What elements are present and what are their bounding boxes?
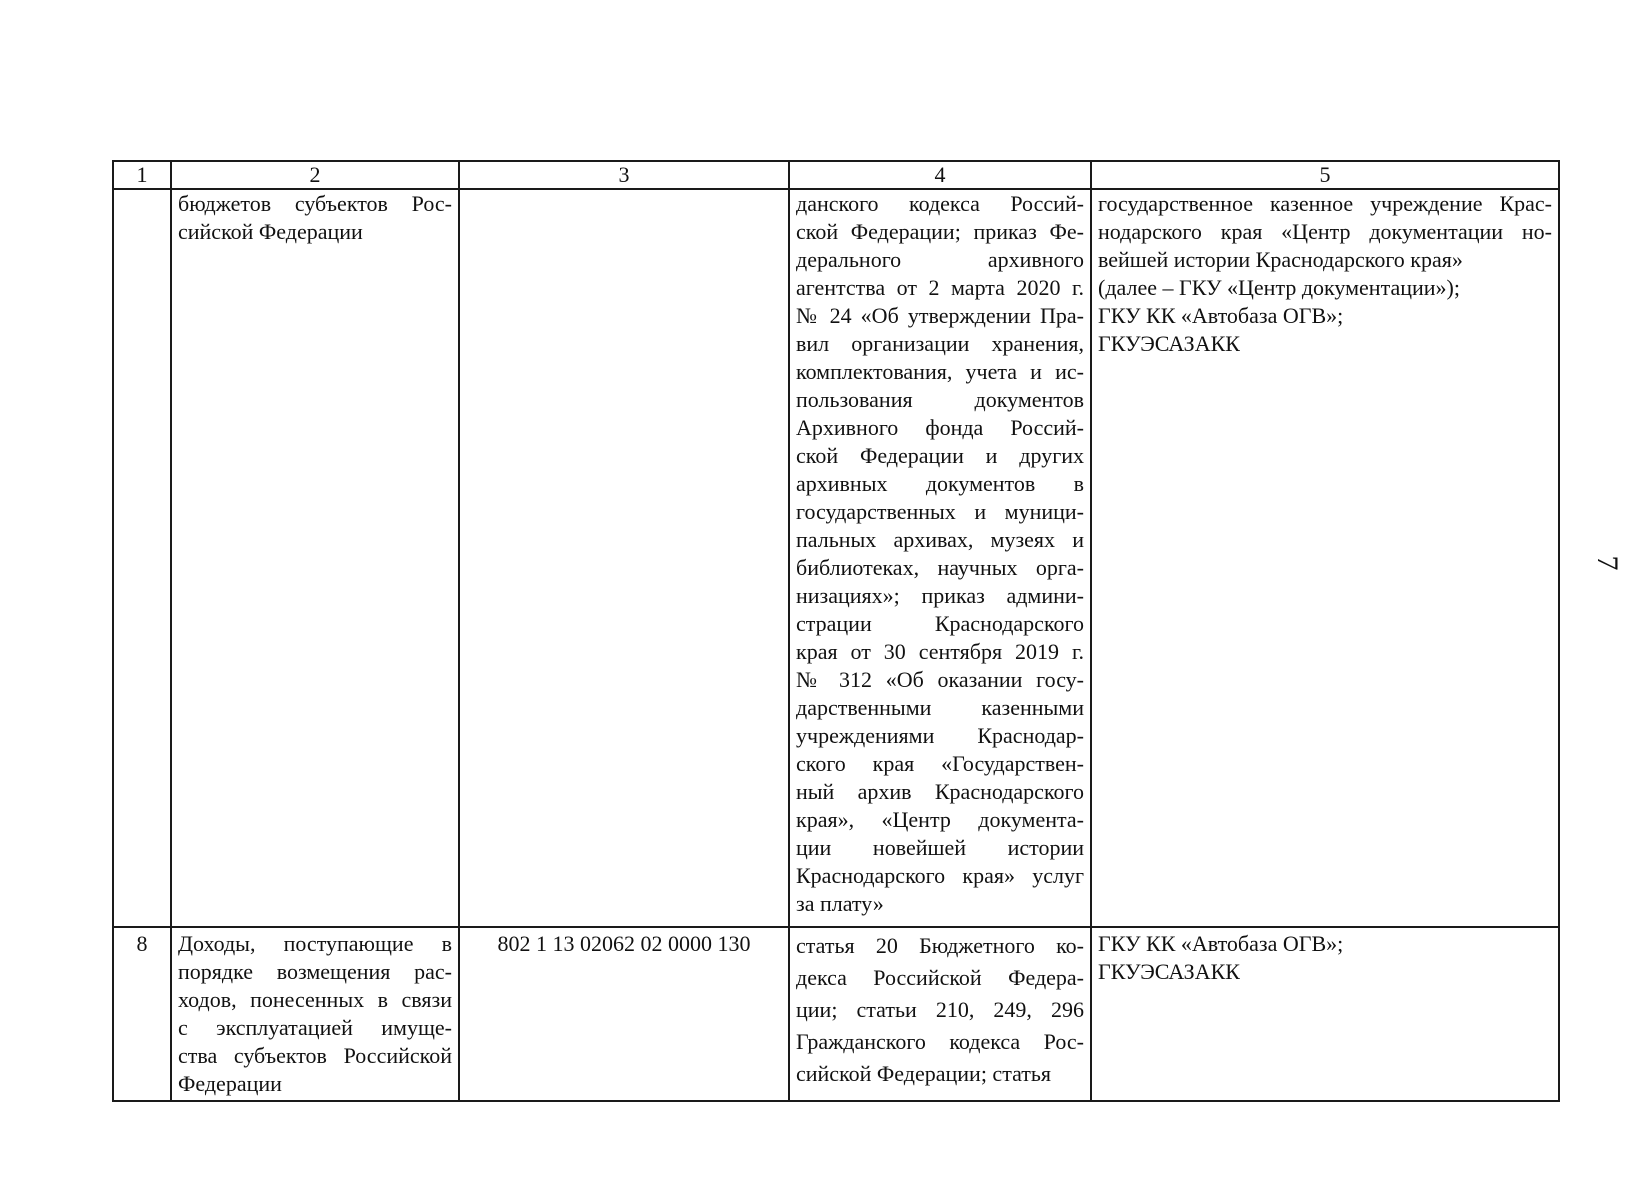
text-line: ского края «Государствен- — [796, 751, 1084, 776]
header-col-2: 2 — [171, 161, 459, 189]
text-line: архивных документов в — [796, 471, 1084, 496]
text-line: бюджетов субъектов Рос- — [178, 191, 452, 216]
page-number: 7 — [1591, 555, 1624, 571]
text-line: сийской Федерации — [178, 219, 363, 244]
text-line: № 24 «Об утверждении Пра- — [796, 303, 1084, 328]
text-line: Федерации — [178, 1071, 282, 1096]
text-line: края от 30 сентября 2019 г. — [796, 639, 1084, 664]
text-line: (далее – ГКУ «Центр документации»); — [1098, 275, 1460, 300]
text-line: данского кодекса Россий- — [796, 191, 1084, 216]
revenue-code-cell — [459, 189, 789, 927]
text-line: низациях»; приказ админи- — [796, 583, 1084, 608]
text-line: страции Краснодарского — [796, 611, 1084, 636]
text-line: Краснодарского края» услуг — [796, 863, 1084, 888]
text-line: статья 20 Бюджетного ко- — [796, 933, 1084, 958]
legal-basis-text — [796, 190, 1084, 918]
text-line: дерального архивного — [796, 247, 1084, 272]
row-number-cell — [113, 189, 171, 927]
text-line: порядке возмещения рас- — [178, 959, 452, 984]
text-line: ГКУ КК «Автобаза ОГВ»; — [1098, 303, 1344, 328]
text-line: за плату» — [796, 891, 884, 916]
text-line: декса Российской Федера- — [796, 965, 1084, 990]
text-line: вил организации хранения, — [796, 331, 1084, 356]
legal-basis-text — [796, 930, 1084, 1090]
text-line: ской Федерации и других — [796, 443, 1084, 468]
text-line: комплектования, учета и ис- — [796, 359, 1084, 384]
revenue-name-text — [178, 190, 452, 246]
text-line: № 312 «Об оказании госу- — [796, 667, 1084, 692]
revenue-table — [112, 160, 1560, 1102]
text-line: края», «Центр документа- — [796, 807, 1084, 832]
administrator-cell — [1091, 927, 1559, 1101]
text-line: ГКУЭСАЗАКК — [1098, 959, 1240, 984]
text-line: вейшей истории Краснодарского края» — [1098, 247, 1463, 272]
text-line: пользования документов — [796, 387, 1084, 412]
administrator-cell — [1091, 189, 1559, 927]
header-col-4: 4 — [789, 161, 1091, 189]
text-line: ный архив Краснодарского — [796, 779, 1084, 804]
header-col-5: 5 — [1091, 161, 1559, 189]
text-line: ГКУЭСАЗАКК — [1098, 331, 1240, 356]
text-line: Архивного фонда Россий- — [796, 415, 1084, 440]
text-line: сийской Федерации; статья — [796, 1061, 1052, 1086]
table-header-row — [113, 161, 1559, 189]
text-line: ГКУ КК «Автобаза ОГВ»; — [1098, 931, 1344, 956]
legal-basis-cell — [789, 189, 1091, 927]
text-line: Доходы, поступающие в — [178, 931, 452, 956]
text-line: с эксплуатацией имуще- — [178, 1015, 452, 1040]
header-col-3: 3 — [459, 161, 789, 189]
administrator-text — [1098, 930, 1552, 986]
revenue-code-cell: 802 1 13 02062 02 0000 130 — [459, 927, 789, 1101]
revenue-name-cell — [171, 927, 459, 1101]
text-line: ства субъектов Российской — [178, 1043, 452, 1068]
revenue-name-text — [178, 930, 452, 1098]
header-col-1: 1 — [113, 161, 171, 189]
text-line: нодарского края «Центр документации но- — [1098, 219, 1552, 244]
text-line: ходов, понесенных в связи — [178, 987, 452, 1012]
table-row — [113, 189, 1559, 927]
row-number-cell: 8 — [113, 927, 171, 1101]
text-line: государственное казенное учреждение Крас- — [1098, 191, 1552, 216]
text-line: ции новейшей истории — [796, 835, 1084, 860]
text-line: государственных и муници- — [796, 499, 1084, 524]
legal-basis-cell — [789, 927, 1091, 1101]
text-line: библиотеках, научных орга- — [796, 555, 1084, 580]
text-line: агентства от 2 марта 2020 г. — [796, 275, 1084, 300]
text-line: ции; статьи 210, 249, 296 — [796, 997, 1084, 1022]
text-line: пальных архивах, музеях и — [796, 527, 1084, 552]
revenue-name-cell — [171, 189, 459, 927]
text-line: дарственными казенными — [796, 695, 1084, 720]
text-line: ской Федерации; приказ Фе- — [796, 219, 1084, 244]
text-line: учреждениями Краснодар- — [796, 723, 1084, 748]
administrator-text — [1098, 190, 1552, 358]
text-line: Гражданского кодекса Рос- — [796, 1029, 1084, 1054]
table-row — [113, 927, 1559, 1101]
